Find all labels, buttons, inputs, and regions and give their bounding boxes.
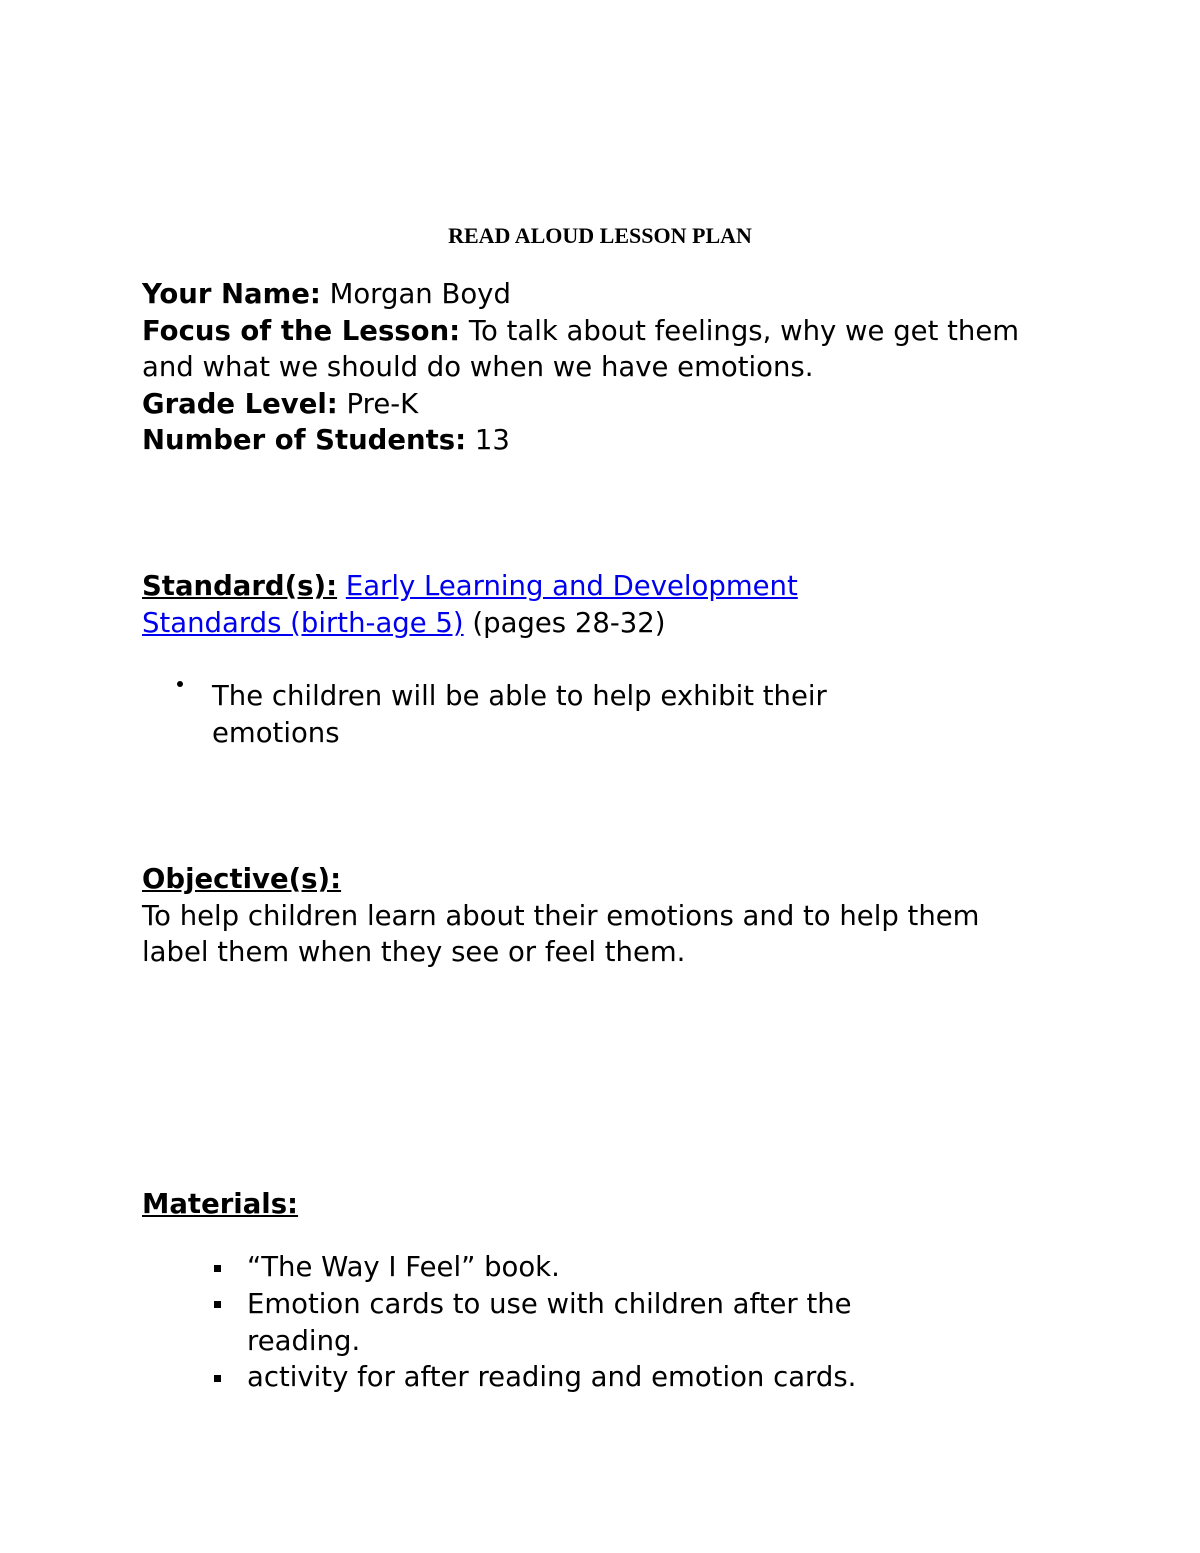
standards-bullet-item: The children will be able to help exhibit their emotions (212, 680, 827, 749)
objectives-text: To help children learn about their emotions and to help them label them when they see or feel them. (142, 899, 980, 968)
page-title: READ ALOUD LESSON PLAN (448, 223, 752, 248)
name-value: Morgan Boyd (329, 278, 511, 310)
name-label: Your Name: (142, 278, 321, 310)
lesson-info (142, 276, 1082, 459)
materials-item: activity for after reading and emotion cards. (247, 1361, 857, 1393)
students-value: 13 (474, 424, 510, 456)
materials-item: “The Way I Feel” book. (247, 1251, 560, 1283)
focus-label: Focus of the Lesson: (142, 314, 461, 347)
objectives-section (142, 861, 1082, 971)
bullet-icon (177, 681, 183, 687)
students-line (142, 422, 1082, 459)
name-line (142, 276, 1082, 313)
square-bullet-icon (214, 1375, 221, 1382)
materials-item: Emotion cards to use with children after the reading. (247, 1288, 852, 1357)
grade-value: Pre-K (346, 387, 419, 420)
materials-label: Materials: (142, 1188, 299, 1220)
grade-line (142, 386, 1082, 423)
objectives-label: Objective(s): (142, 863, 342, 895)
focus-line (142, 313, 1067, 386)
standards-pages: (pages 28-32) (472, 606, 666, 639)
students-label: Number of Students: (142, 424, 467, 456)
materials-section (142, 1186, 1082, 1223)
square-bullet-icon (214, 1301, 221, 1308)
standards-link[interactable]: Early Learning and Development Standards (birth-age 5) (142, 570, 798, 639)
focus-value: To talk about feelings, why we get them and what we should do when we have emotions. (142, 314, 1020, 383)
square-bullet-icon (214, 1265, 221, 1272)
standards-section (142, 568, 932, 641)
standards-label: Standard(s): (142, 570, 338, 602)
grade-label: Grade Level: (142, 387, 338, 420)
